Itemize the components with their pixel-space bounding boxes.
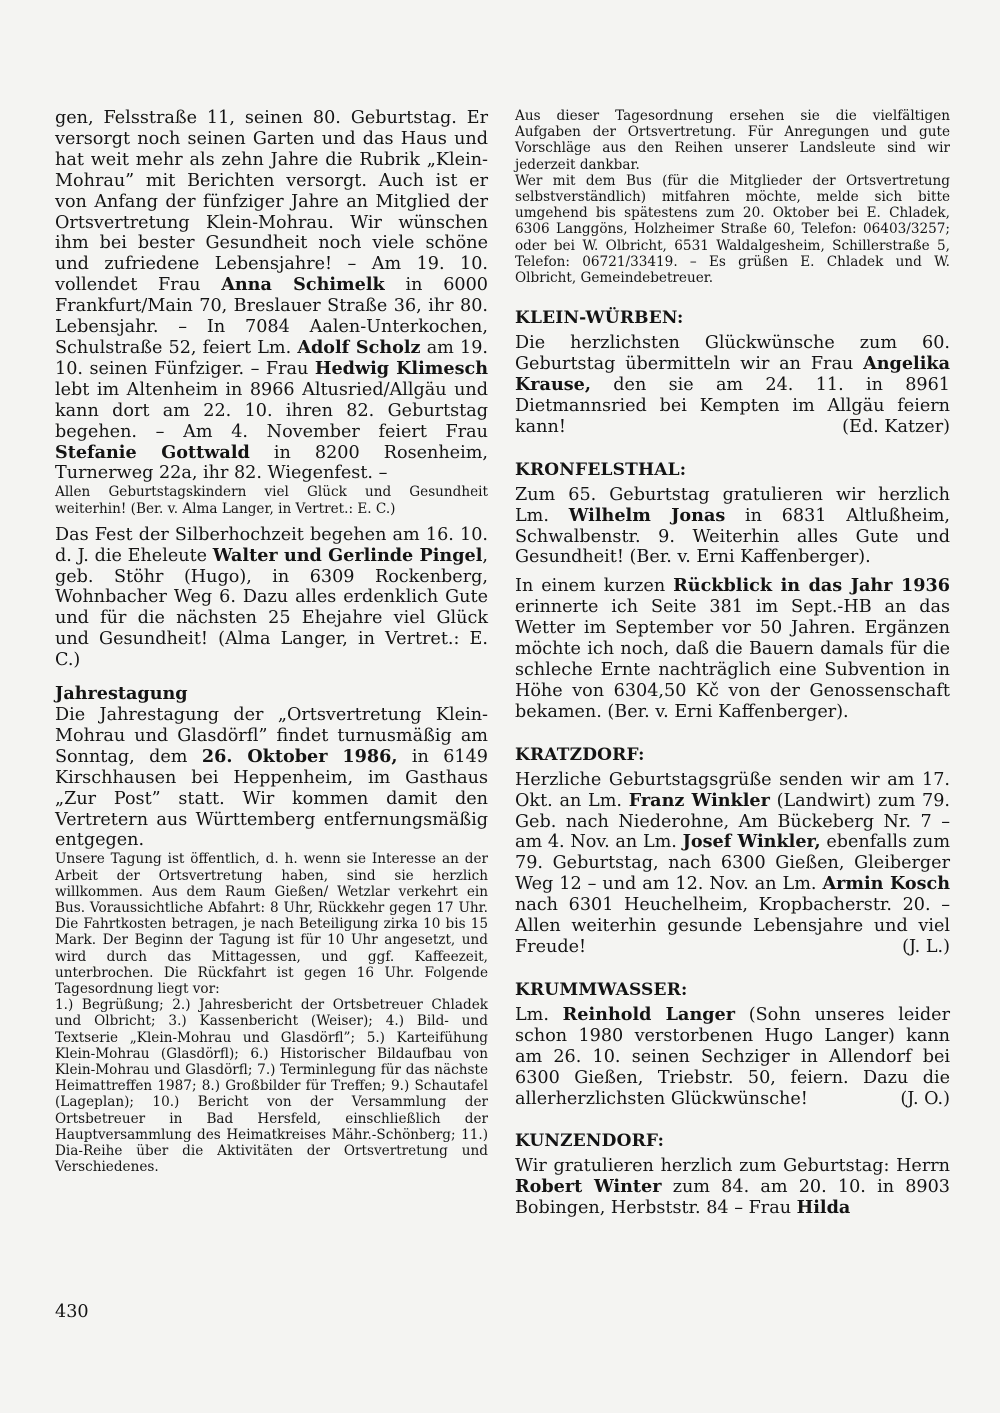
author-signature: (J. O.) [900,1088,950,1109]
author-signature: (Ed. Katzer) [842,416,950,437]
right-paragraph: Aus dieser Tagesordnung ersehen sie die vielfältigen Aufgaben der Ortsvertretung. Für Anregungen und gute Vorschläge aus den Reihen unserer Landsleute sind wir jederzeit dankbar. [515,108,950,173]
author-signature: (J. L.) [902,936,950,957]
page-number: 430 [55,1302,89,1322]
left-paragraph: 1.) Begrüßung; 2.) Jahresbericht der Ortsbetreuer Chladek und Olbricht; 3.) Kassenbericht (Weiser); 4.) Bild- und Textserie „Klein-Mohrau und Glasdörfl”; 5.) Karteifühung Klein-Mohrau (Glasdörfl); 6.) Historischer Bildaufbau von Klein-Mohrau und Glasdörfl; 7.) Terminlegung für das nächste Heimattreffen 1987; 8.) Großbilder für Treffen; 9.) Schautafel (Lageplan); 10.) Bericht von der Versammlung der Ortsbetreuer in Bad Hersfeld, einschließlich der Hauptversammlung des Heimatkreises Mähr.-Schönberg; 11.) Dia-Reihe über die Aktivitäten der Ortsvertretung und Verschiedenes. [55,997,488,1176]
right-paragraph: In einem kurzen Rückblick in das Jahr 1936 erinnerte ich Seite 381 im Sept.-HB an das Wetter im September vor 50 Jahren. Ergänzen möchte ich noch, daß die Bauern damals für die schleche Ernte nachträglich eine Subvention in Höhe von 6304,50 Kč von der Genossenschaft bekamen. (Ber. v. Erni Kaffenberger). [515,575,950,722]
section-heading: KRONFELSTHAL: [515,459,687,480]
section-heading: KLEIN-WÜRBEN: [515,308,684,329]
left-paragraph: Unsere Tagung ist öffentlich, d. h. wenn sie Interesse an der Arbeit der Ortsvertretung haben, sind sie herzlich willkommen. Aus dem Raum Gießen/ Wetzlar verkehrt ein Bus. Voraussichtliche Abfahrt: 8 Uhr, Rückkehr gegen 17 Uhr. Die Fahrtkosten betragen, je nach Beteiligung zirka 10 bis 15 Mark. Der Beginn der Tagung ist für 10 Uhr angesetzt, und wird durch das Mittagessen, und ggf. Kaffeezeit, unterbrochen. Die Rückfahrt ist gegen 16 Uhr. Folgende Tagesordnung liegt vor: [55,851,488,997]
right-paragraph: Zum 65. Geburtstag gratulieren wir herzlich Lm. Wilhelm Jonas in 6831 Altlußheim, Schwalbenstr. 9. Weiterhin alles Gute und Gesundheit! (Ber. v. Erni Kaffenberger). [515,484,950,568]
section-heading: KUNZENDORF: [515,1131,665,1152]
right-paragraph: Wer mit dem Bus (für die Mitglieder der Ortsvertretung selbstverständlich) mitfahren möchte, melde sich bitte umgehend bis spätestens zum 20. Oktober bei E. Chladek, 6306 Langgöns, Holzheimer Straße 60, Telefon: 06403/3257; oder bei W. Olbricht, 6531 Waldalgesheim, Schillerstraße 5, Telefon: 06721/33419. – Es grüßen E. Chladek und W. Olbricht, Gemeindebetreuer. [515,172,950,287]
section-heading: KRUMMWASSER: [515,979,688,1000]
right-column [515,108,950,1219]
right-paragraph: Die herzlichsten Glückwünsche zum 60. Geburtstag übermitteln wir an Frau Angelika Krause, den sie am 24. 11. in 8961 Dietmannsried bei Kempten im Allgäu feiern kann! (Ed. Katzer) [515,333,950,437]
left-paragraph: Jahrestagung [55,683,188,705]
left-paragraph: Das Fest der Silberhochzeit begehen am 16. 10. d. J. die Eheleute Walter und Gerlinde Pingel, geb. Stöhr (Hugo), in 6309 Rockenberg, Wohnbacher Weg 6. Dazu alles erdenklich Gute und für die nächsten 25 Ehejahre viel Glück und Gesundheit! (Alma Langer, in Vertret.: E. C.) [55,524,488,671]
section-heading: KRATZDORF: [515,744,645,765]
right-paragraph: Wir gratulieren herzlich zum Geburtstag: Herrn Robert Winter zum 84. am 20. 10. in 8903 Bobingen, Herbststr. 84 – Frau Hilda [515,1156,951,1219]
left-paragraph: Die Jahrestagung der „Ortsvertretung Klein-Mohrau und Glasdörfl” findet turnusmäßig am Sonntag, dem 26. Oktober 1986, in 6149 Kirschhausen bei Heppenheim, im Gasthaus „Zur Post” statt. Wir kommen damit den Vertretern aus Württemberg entfernungsmäßig entgegen. [55,704,489,851]
left-column [55,108,488,1175]
right-paragraph: Lm. Reinhold Langer (Sohn unseres leider schon 1980 verstorbenen Hugo Langer) kann am 26. 10. seinen Sechziger in Allendorf bei 6300 Gießen, Triebstr. 50, feiern. Dazu die allerherzlichsten Glückwünsche! (J. O.) [515,1003,950,1109]
left-paragraph: Allen Geburtstagskindern viel Glück und Gesundheit weiterhin! (Ber. v. Alma Langer, in Vertret.: E. C.) [55,484,488,517]
right-paragraph: Herzliche Geburtstagsgrüße senden wir am 17. Okt. an Lm. Franz Winkler (Landwirt) zum 79. Geb. nach Niederohne, Am Bückeberg Nr. 7 – am 4. Nov. an Lm. Josef Winkler, ebenfalls zum 79. Geburtstag, nach 6300 Gießen, Gleiberger Weg 12 – und am 12. Nov. an Lm. Armin Kosch nach 6301 Heuchelheim, Kropbacherstr. 20. – Allen weiterhin gesunde Lebensjahre und viel Freude! (J. L.) [515,769,951,957]
left-paragraph: gen, Felsstraße 11, seinen 80. Geburtstag. Er versorgt noch seinen Garten und das Haus und hat weit mehr als zehn Jahre die Rubrik „Klein-Mohrau” mit Berichten versorgt. Auch ist er von Anfang der fünfziger Jahre an Mitglied der Ortsvertretung Klein-Mohrau. Wir wünschen ihm bei bester Gesundheit noch viele schöne und zufriedene Lebensjahre! – Am 19. 10. vollendet Frau Anna Schimelk in 6000 Frankfurt/Main 70, Breslauer Straße 36, ihr 80. Lebensjahr. – In 7084 Aalen-Unterkochen, Schulstraße 52, feiert Lm. Adolf Scholz am 19. 10. seinen Fünfziger. – Frau Hedwig Klimesch lebt im Altenheim in 8966 Altusried/Allgäu und kann dort am 22. 10. ihren 82. Geburtstag begehen. – Am 4. November feiert Frau Stefanie Gottwald in 8200 Rosenheim, Turnerweg 22a, ihr 82. Wiegenfest. – [55,108,488,484]
